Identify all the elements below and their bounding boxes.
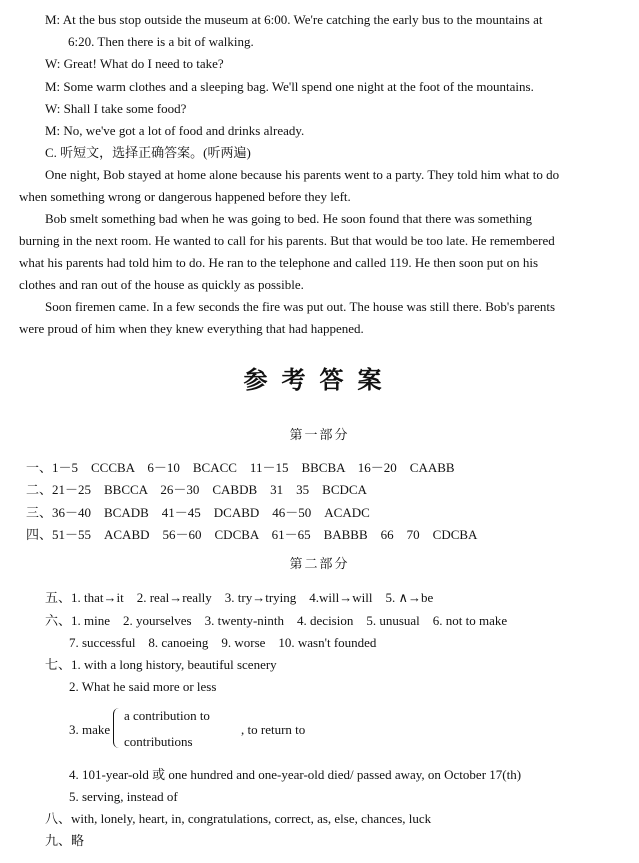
dialogue-line: M: Some warm clothes and a sleeping bag. We'll spend one night at the foot of the mountains. xyxy=(45,79,534,94)
dialogue-line: 6:20. Then there is a bit of walking. xyxy=(68,34,254,49)
part2-heading: 第二部分 xyxy=(289,557,350,572)
passage-line: One night, Bob stayed at home alone because his parents went to a party. They told him what to do xyxy=(45,167,560,182)
answer-row: 四、51－55 ACABD 56－60 CDCBA 61－65 BABBB 66 70 CDCBA xyxy=(26,527,478,542)
answer-item: 六、1. mine 2. yourselves 3. twenty-ninth 4. decision 5. unusual 6. not to make xyxy=(45,613,508,628)
answer-item: 八、with, lonely, heart, in, congratulations, correct, as, else, chances, luck xyxy=(45,811,432,826)
answer-row: 三、36－40 BCADB 41－45 DCABD 46－50 ACADC xyxy=(26,505,370,520)
answer-row: 二、21－25 BBCCA 26－30 CABDB 31 35 BCDCA xyxy=(26,482,367,497)
dialogue-line: M: At the bus stop outside the museum at 6:00. We're catching the early bus to the mountains at xyxy=(45,12,543,27)
brace-mark xyxy=(113,708,120,748)
answer-item: 五、1. that→it 2. real→really 3. try→trying 4.will→will 5. ∧→be xyxy=(45,590,434,605)
passage-line: what his parents had told him to do. He ran to the telephone and called 119. He then soon put on his xyxy=(19,255,539,270)
answer-row: 一、1－5 CCCBA 6－10 BCACC 11－15 BBCBA 16－20 CAABB xyxy=(26,460,455,475)
part1-heading: 第一部分 xyxy=(289,428,350,443)
answer-item: 4. 101-year-old 或 one hundred and one-year-old died/ passed away, on October 17(th) xyxy=(69,767,522,782)
page-title: 参考答案 xyxy=(243,365,396,394)
brace-option: contributions xyxy=(124,734,193,749)
passage-line: clothes and ran out of the house as quickly as possible. xyxy=(19,277,304,292)
passage-line: burning in the next room. He wanted to call for his parents. But that would be too late. He remembered xyxy=(19,233,555,248)
answer-item: 2. What he said more or less xyxy=(69,679,217,694)
section-instruction: C. 听短文，选择正确答案。(听两遍) xyxy=(45,145,251,160)
brace-label: 3. make xyxy=(69,722,111,737)
passage-line: when something wrong or dangerous happened before they left. xyxy=(19,189,351,204)
answer-item: 5. serving, instead of xyxy=(69,789,178,804)
passage-line: Soon firemen came. In a few seconds the fire was put out. The house was still there. Bob's parents xyxy=(45,299,556,314)
answer-item: 九、略 xyxy=(45,833,85,848)
answer-item: 七、1. with a long history, beautiful scenery xyxy=(45,657,277,672)
passage-line: were proud of him when they knew everything that had happened. xyxy=(19,321,364,336)
brace-tail: , to return to xyxy=(241,722,306,737)
passage-line: Bob smelt something bad when he was going to bed. He soon found that there was something xyxy=(45,211,533,226)
dialogue-line: M: No, we've got a lot of food and drinks already. xyxy=(45,123,305,138)
dialogue-line: W: Great! What do I need to take? xyxy=(45,56,224,71)
answer-item: 7. successful 8. canoeing 9. worse 10. wasn't founded xyxy=(69,635,377,650)
brace-option: a contribution to xyxy=(124,708,210,723)
dialogue-line: W: Shall I take some food? xyxy=(45,101,187,116)
